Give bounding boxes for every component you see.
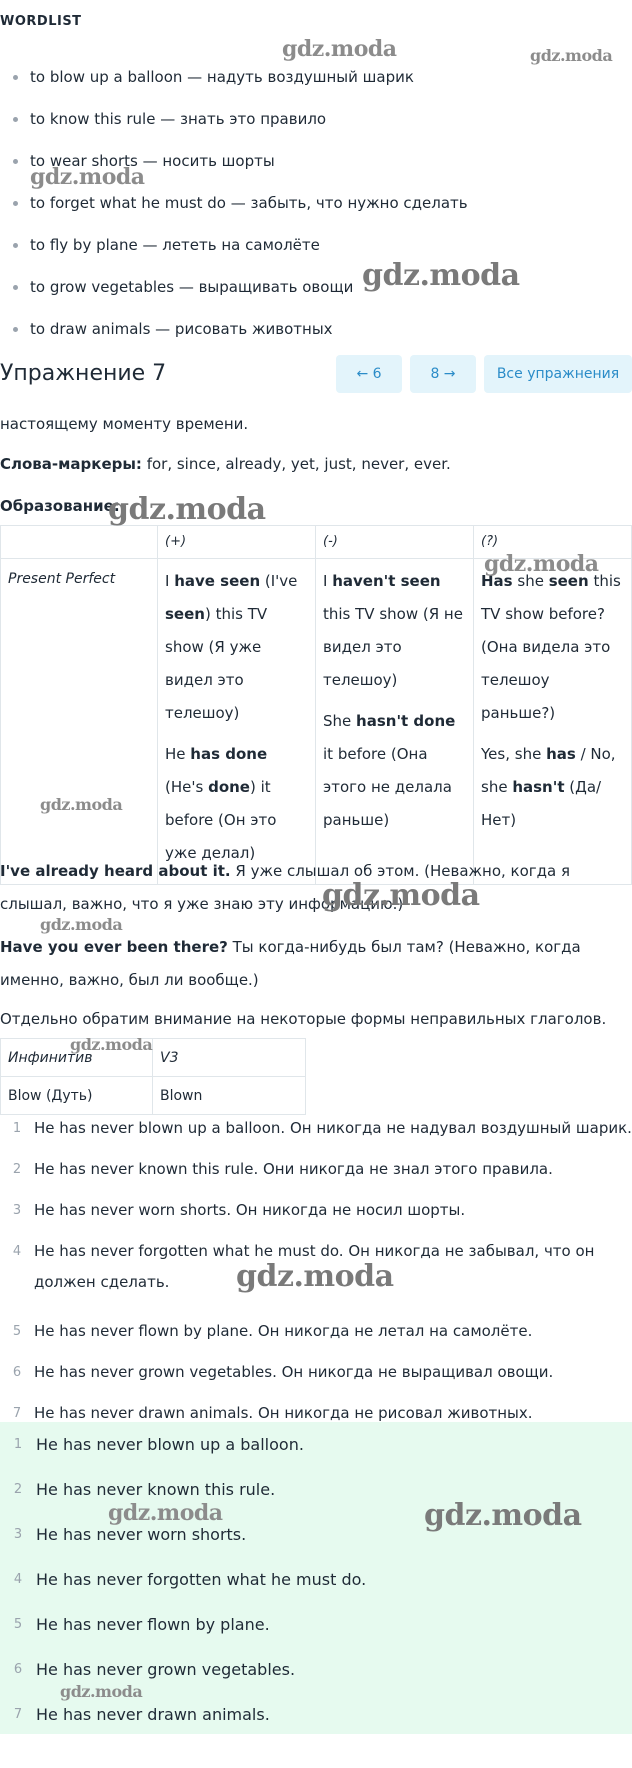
example-2: Have you ever been there? Ты когда-нибудь был там? (Неважно, когда именно, важно, был ли вообще.) (0, 938, 581, 989)
formation-label: Образование: (0, 497, 120, 515)
bullet-icon (13, 75, 18, 80)
list-item: to forget what he must do — забыть, что нужно сделать (0, 182, 632, 224)
watermark: gdz.moda (70, 1035, 153, 1054)
answer-item: 4 He has never forgotten what he must do. (13, 1570, 367, 1589)
theory-intro: настоящему моменту времени. (0, 415, 249, 433)
watermark: gdz.moda (30, 164, 145, 190)
irregular-note: Отдельно обратим внимание на некоторые формы неправильных глаголов. (0, 1010, 607, 1028)
list-item: to know this rule — знать это правило (0, 98, 632, 140)
list-item: 2 He has never known this rule. Они никогда не знал этого правила. (12, 1160, 553, 1178)
list-item: 7 He has never drawn animals. Он никогда не рисовал животных. (12, 1404, 533, 1422)
list-item: to blow up a balloon — надуть воздушный шарик (0, 56, 632, 98)
watermark: gdz.moda (108, 492, 266, 527)
list-item: to draw animals — рисовать животных (0, 308, 632, 350)
bullet-icon (13, 117, 18, 122)
table-row: Blow (Дуть) Blown (1, 1077, 306, 1115)
answer-item: 1 He has never blown up a balloon. (13, 1435, 304, 1454)
prev-exercise-button[interactable]: ← 6 (336, 355, 402, 393)
watermark: gdz.moda (60, 1682, 143, 1701)
next-exercise-button[interactable]: 8 → (410, 355, 476, 393)
question-header: (?) (474, 526, 632, 559)
list-item: to fly by plane — лететь на самолёте (0, 224, 632, 266)
watermark: gdz.moda (424, 1498, 582, 1533)
watermark: gdz.moda (282, 36, 397, 62)
present-perfect-table (0, 525, 632, 885)
watermark: gdz.moda (108, 1500, 223, 1526)
table-row (1, 559, 632, 885)
watermark: gdz.moda (484, 551, 599, 577)
exercise-title: Упражнение 7 (0, 361, 167, 386)
wordlist (0, 56, 632, 350)
bullet-icon (13, 243, 18, 248)
list-item: to grow vegetables — выращивать овощи (0, 266, 632, 308)
watermark: gdz.moda (40, 795, 123, 814)
watermark: gdz.moda (362, 258, 520, 293)
list-item: to wear shorts — носить шорты (0, 140, 632, 182)
positive-cell: I have seen (I've seen) this TV show (Я уже видел это телешоу) He has done (He's done) it before (Он это уже делал) (158, 559, 316, 885)
bullet-icon (13, 285, 18, 290)
example-1: I've already heard about it. Я уже слышал об этом. (Неважно, когда я слышал, важно, что я уже знаю эту информацию.) (0, 862, 571, 913)
wordlist-title: WORDLIST (0, 14, 82, 29)
answer-item: 2 He has never known this rule. (13, 1480, 276, 1499)
tense-label: Present Perfect (1, 559, 158, 885)
answer-item: 6 He has never grown vegetables. (13, 1660, 296, 1679)
watermark: gdz.moda (530, 46, 613, 65)
all-exercises-button[interactable]: Все упражнения (484, 355, 632, 393)
list-item: 5 He has never flown by plane. Он никогда не летал на самолёте. (12, 1322, 533, 1340)
list-item: 4 He has never forgotten what he must do. Он никогда не забывал, что он должен сделать. (12, 1242, 595, 1291)
markers-line: Слова-маркеры: for, since, already, yet, just, never, ever. (0, 455, 451, 473)
bullet-icon (13, 201, 18, 206)
answer-item: 3 He has never worn shorts. (13, 1525, 247, 1544)
watermark: gdz.moda (236, 1259, 394, 1294)
irregular-verbs-table (0, 1038, 306, 1115)
bullet-icon (13, 327, 18, 332)
answer-item: 5 He has never flown by plane. (13, 1615, 270, 1634)
question-cell: Has she seen this TV show before? (Она видела это телешоу раньше?) Yes, she has / No, she hasn't (Да/Нет) (474, 559, 632, 885)
list-item: 6 He has never grown vegetables. Он никогда не выращивал овощи. (12, 1363, 554, 1381)
list-item: 3 He has never worn shorts. Он никогда не носил шорты. (12, 1201, 466, 1219)
watermark: gdz.moda (40, 915, 123, 934)
table-header-row: Инфинитив V3 (1, 1039, 306, 1077)
negative-cell: I haven't seen this TV show (Я не видел это телешоу) She hasn't done it before (Она этого не делала раньше) (316, 559, 474, 885)
bullet-icon (13, 159, 18, 164)
positive-header: (+) (158, 526, 316, 559)
watermark: gdz.moda (322, 878, 480, 913)
list-item: 1 He has never blown up a balloon. Он никогда не надувал воздушный шарик. (12, 1119, 632, 1137)
exercise-header (0, 355, 632, 395)
answer-item: 7 He has never drawn animals. (13, 1705, 270, 1724)
negative-header: (-) (316, 526, 474, 559)
